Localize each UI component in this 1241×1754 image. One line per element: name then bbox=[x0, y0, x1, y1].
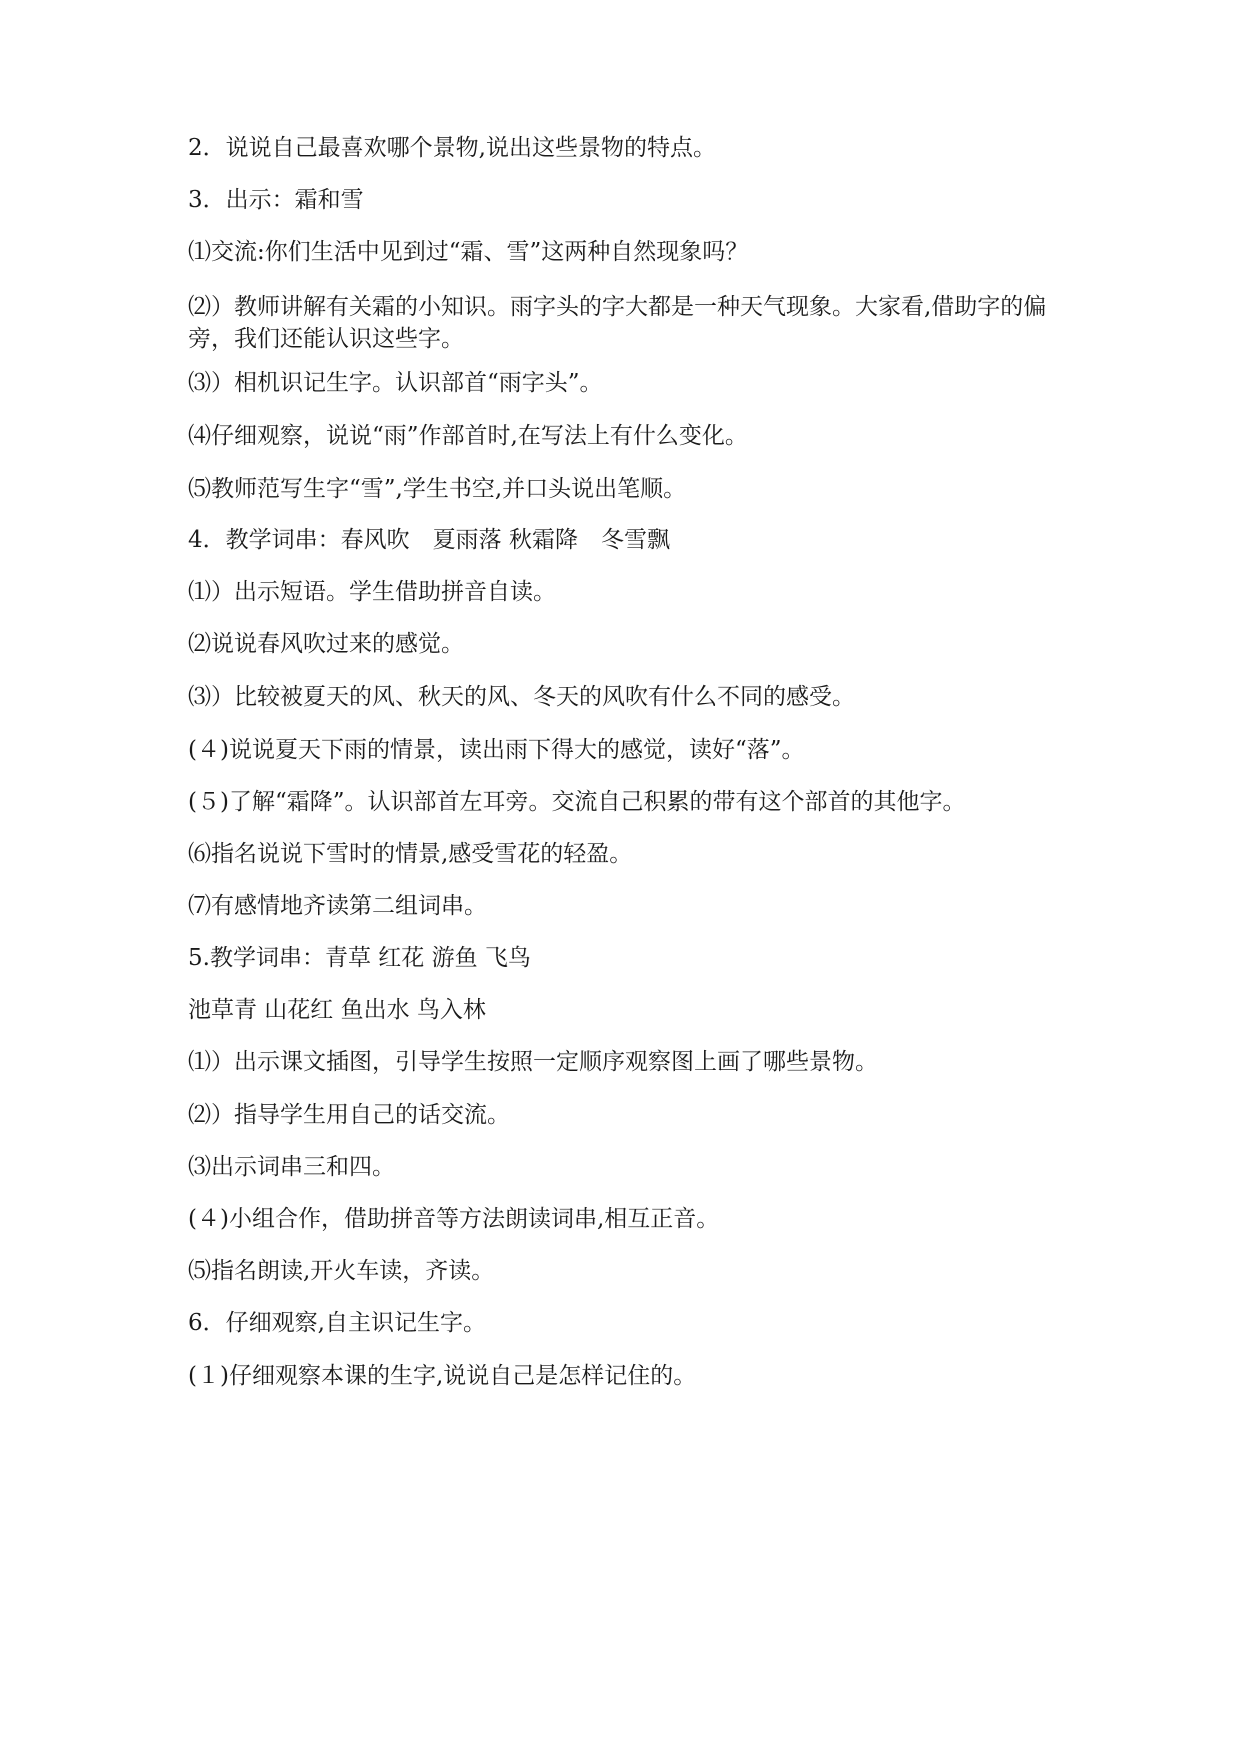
text-line: ⑹指名说说下雪时的情景,感受雪花的轻盈。 bbox=[188, 841, 633, 867]
text-line: ⑸教师范写生字“雪”,学生书空,并口头说出笔顺。 bbox=[188, 476, 687, 502]
text-line: ⑷仔细观察，说说“雨”作部首时,在写法上有什么变化。 bbox=[188, 423, 748, 449]
text-line: (１)仔细观察本课的生字,说说自己是怎样记住的。 bbox=[188, 1363, 697, 1389]
text-line: (４)说说夏天下雨的情景，读出雨下得大的感觉，读好“落”。 bbox=[188, 737, 805, 763]
text-line: ⑴）出示课文插图，引导学生按照一定顺序观察图上画了哪些景物。 bbox=[188, 1049, 878, 1075]
text-line: ⑺有感情地齐读第二组词串。 bbox=[188, 893, 487, 919]
text-line: ⑵）教师讲解有关霜的小知识。雨字头的字大都是一种天气现象。大家看,借助字的偏旁，我们还能认识这些字。 bbox=[188, 294, 1047, 352]
text-line: ⑸指名朗读,开火车读，齐读。 bbox=[188, 1258, 495, 1284]
text-line: ⑴）出示短语。学生借助拼音自读。 bbox=[188, 579, 556, 605]
text-line: (５)了解“霜降”。认识部首左耳旁。交流自己积累的带有这个部首的其他字。 bbox=[188, 789, 966, 815]
text-line: 3．出示：霜和雪 bbox=[188, 187, 364, 213]
text-line: 4．教学词串：春风吹 夏雨落 秋霜降 冬雪飘 bbox=[188, 527, 670, 553]
text-line: ⑵说说春风吹过来的感觉。 bbox=[188, 631, 464, 657]
text-line: ⑶）相机识记生字。认识部首“雨字头”。 bbox=[188, 370, 603, 396]
text-line: ⑶出示词串三和四。 bbox=[188, 1154, 395, 1180]
text-line: 6．仔细观察,自主识记生字。 bbox=[188, 1310, 486, 1336]
text-line: 5.教学词串：青草 红花 游鱼 飞鸟 bbox=[188, 945, 531, 971]
text-line: 池草青 山花红 鱼出水 鸟入林 bbox=[188, 997, 486, 1023]
text-line: ⑵）指导学生用自己的话交流。 bbox=[188, 1102, 510, 1128]
text-line: (４)小组合作，借助拼音等方法朗读词串,相互正音。 bbox=[188, 1206, 720, 1232]
text-line: 2．说说自己最喜欢哪个景物,说出这些景物的特点。 bbox=[188, 135, 716, 161]
text-line: ⑴交流:你们生活中见到过“霜、雪”这两种自然现象吗？ bbox=[188, 239, 749, 265]
text-line: ⑶）比较被夏天的风、秋天的风、冬天的风吹有什么不同的感受。 bbox=[188, 684, 855, 710]
